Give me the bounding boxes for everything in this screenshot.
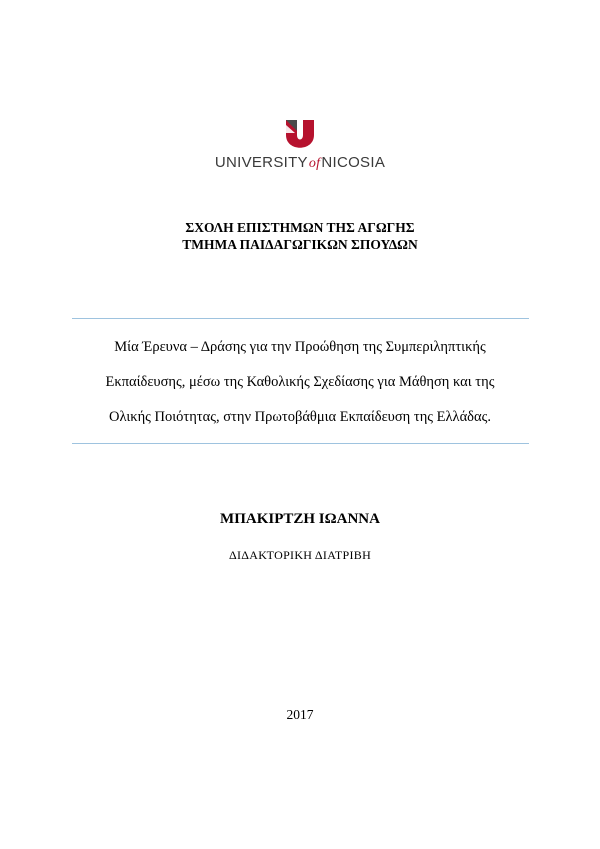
year: 2017: [286, 707, 314, 722]
school-heading: [0, 219, 600, 253]
title-rule-bottom: [72, 443, 529, 444]
logo-word-university: UNIVERSITY: [214, 154, 308, 171]
thesis-title-line-3: Ολικής Ποιότητας, στην Πρωτοβάθμια Εκπαίδευση της Ελλάδας.: [109, 409, 491, 425]
title-rule-top: [72, 318, 529, 319]
university-shield-icon: [285, 119, 315, 149]
logo-word-nicosia: NICOSIA: [321, 154, 386, 171]
thesis-title: [60, 330, 540, 435]
author-name: ΜΠΑΚΙΡΤΖΗ ΙΩΑΝΝΑ: [220, 511, 380, 527]
document-type: ΔΙΔΑΚΤΟΡΙΚΗ ΔΙΑΤΡΙΒΗ: [228, 548, 372, 562]
logo-word-of: of: [308, 156, 321, 171]
university-logo-text: [0, 154, 600, 172]
thesis-title-line-1: Μία Έρευνα – Δράσης για την Προώθηση της Συμπεριληπτικής: [114, 339, 486, 355]
thesis-title-line-2: Εκπαίδευσης, μέσω της Καθολικής Σχεδίασης για Μάθηση και της: [105, 374, 495, 390]
department-name: ΤΜΗΜΑ ΠΑΙΔΑΓΩΓΙΚΩΝ ΣΠΟΥΔΩΝ: [182, 237, 418, 252]
school-name: ΣΧΟΛΗ ΕΠΙΣΤΗΜΩΝ ΤΗΣ ΑΓΩΓΗΣ: [185, 220, 415, 235]
